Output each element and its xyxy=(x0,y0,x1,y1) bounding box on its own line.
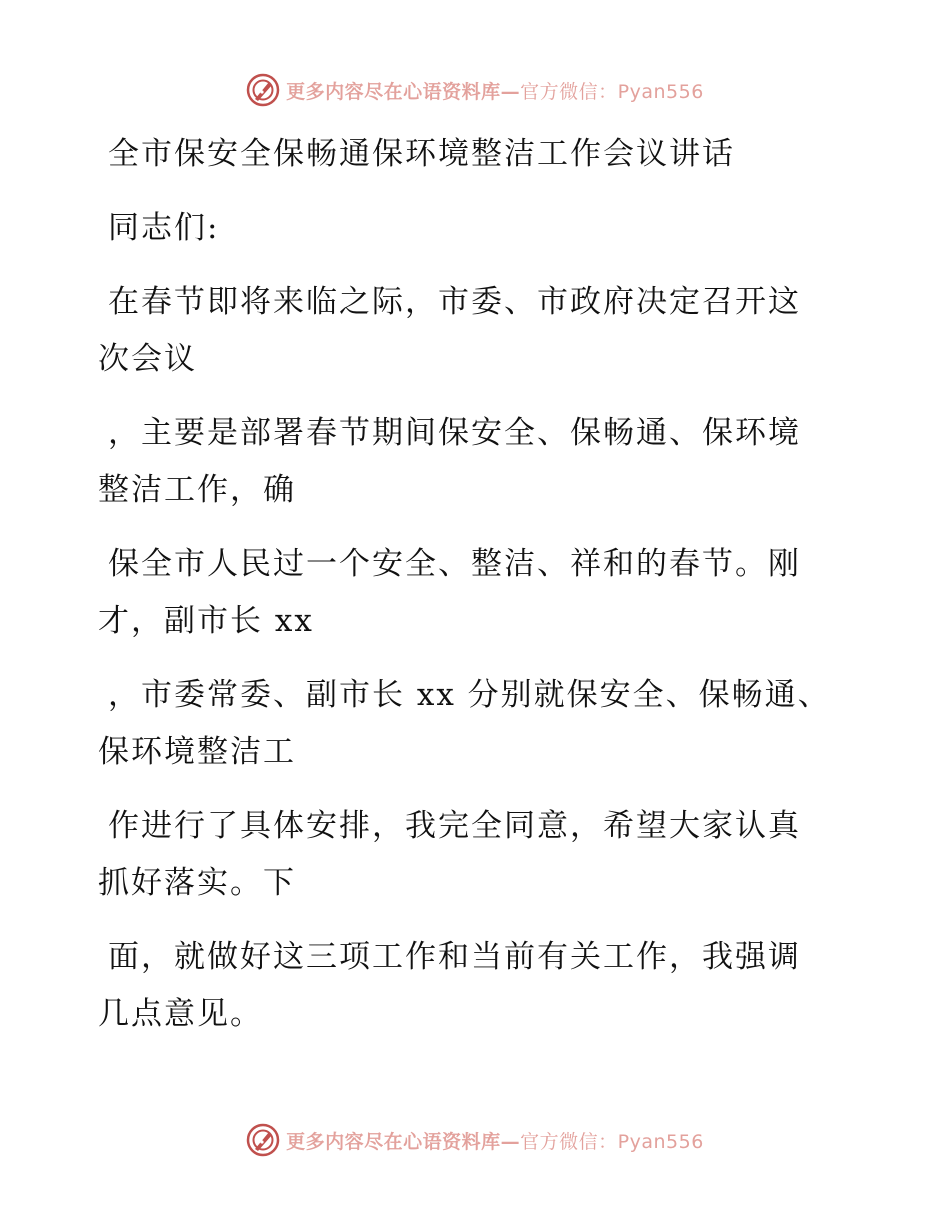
watermark-site-text: 更多内容尽在心语资料库 xyxy=(286,80,501,103)
pen-nib-logo-icon xyxy=(246,1123,280,1157)
watermark-wechat-text: 官方微信：Pyan556 xyxy=(520,80,704,103)
paragraph-line: ，主要是部署春节期间保安全、保畅通、保环境 xyxy=(108,415,801,451)
document-title: 全市保安全保畅通保环境整洁工作会议讲话 xyxy=(108,136,735,172)
watermark-text xyxy=(286,77,704,104)
watermark-footer xyxy=(0,1120,950,1160)
paragraph-line: 次会议 xyxy=(98,341,197,377)
paragraph-line: 同志们: xyxy=(108,210,220,246)
watermark-header xyxy=(0,70,950,110)
paragraph-line: ，市委常委、副市长 xx 分别就保安全、保畅通、 xyxy=(108,677,831,713)
pen-nib-logo-icon xyxy=(246,73,280,107)
watermark-dash: — xyxy=(500,1130,521,1153)
document-body xyxy=(98,126,838,1043)
watermark-site-text: 更多内容尽在心语资料库 xyxy=(286,1130,501,1153)
paragraph-line: 保环境整洁工 xyxy=(98,734,296,770)
paragraph-line: 作进行了具体安排，我完全同意，希望大家认真 xyxy=(108,808,801,844)
paragraph-line: 保全市人民过一个安全、整洁、祥和的春节。刚 xyxy=(108,546,801,582)
paragraph-line: 面，就做好这三项工作和当前有关工作，我强调 xyxy=(108,939,801,975)
watermark-text xyxy=(286,1127,704,1154)
paragraph-line: 在春节即将来临之际，市委、市政府决定召开这 xyxy=(108,284,801,320)
watermark-wechat-text: 官方微信：Pyan556 xyxy=(520,1130,704,1153)
paragraph-line: 抓好落实。下 xyxy=(98,865,296,901)
watermark-dash: — xyxy=(500,80,521,103)
paragraph-line: 整洁工作，确 xyxy=(98,472,296,508)
paragraph-line: 才，副市长 xx xyxy=(98,603,314,639)
paragraph-line: 几点意见。 xyxy=(98,996,263,1032)
